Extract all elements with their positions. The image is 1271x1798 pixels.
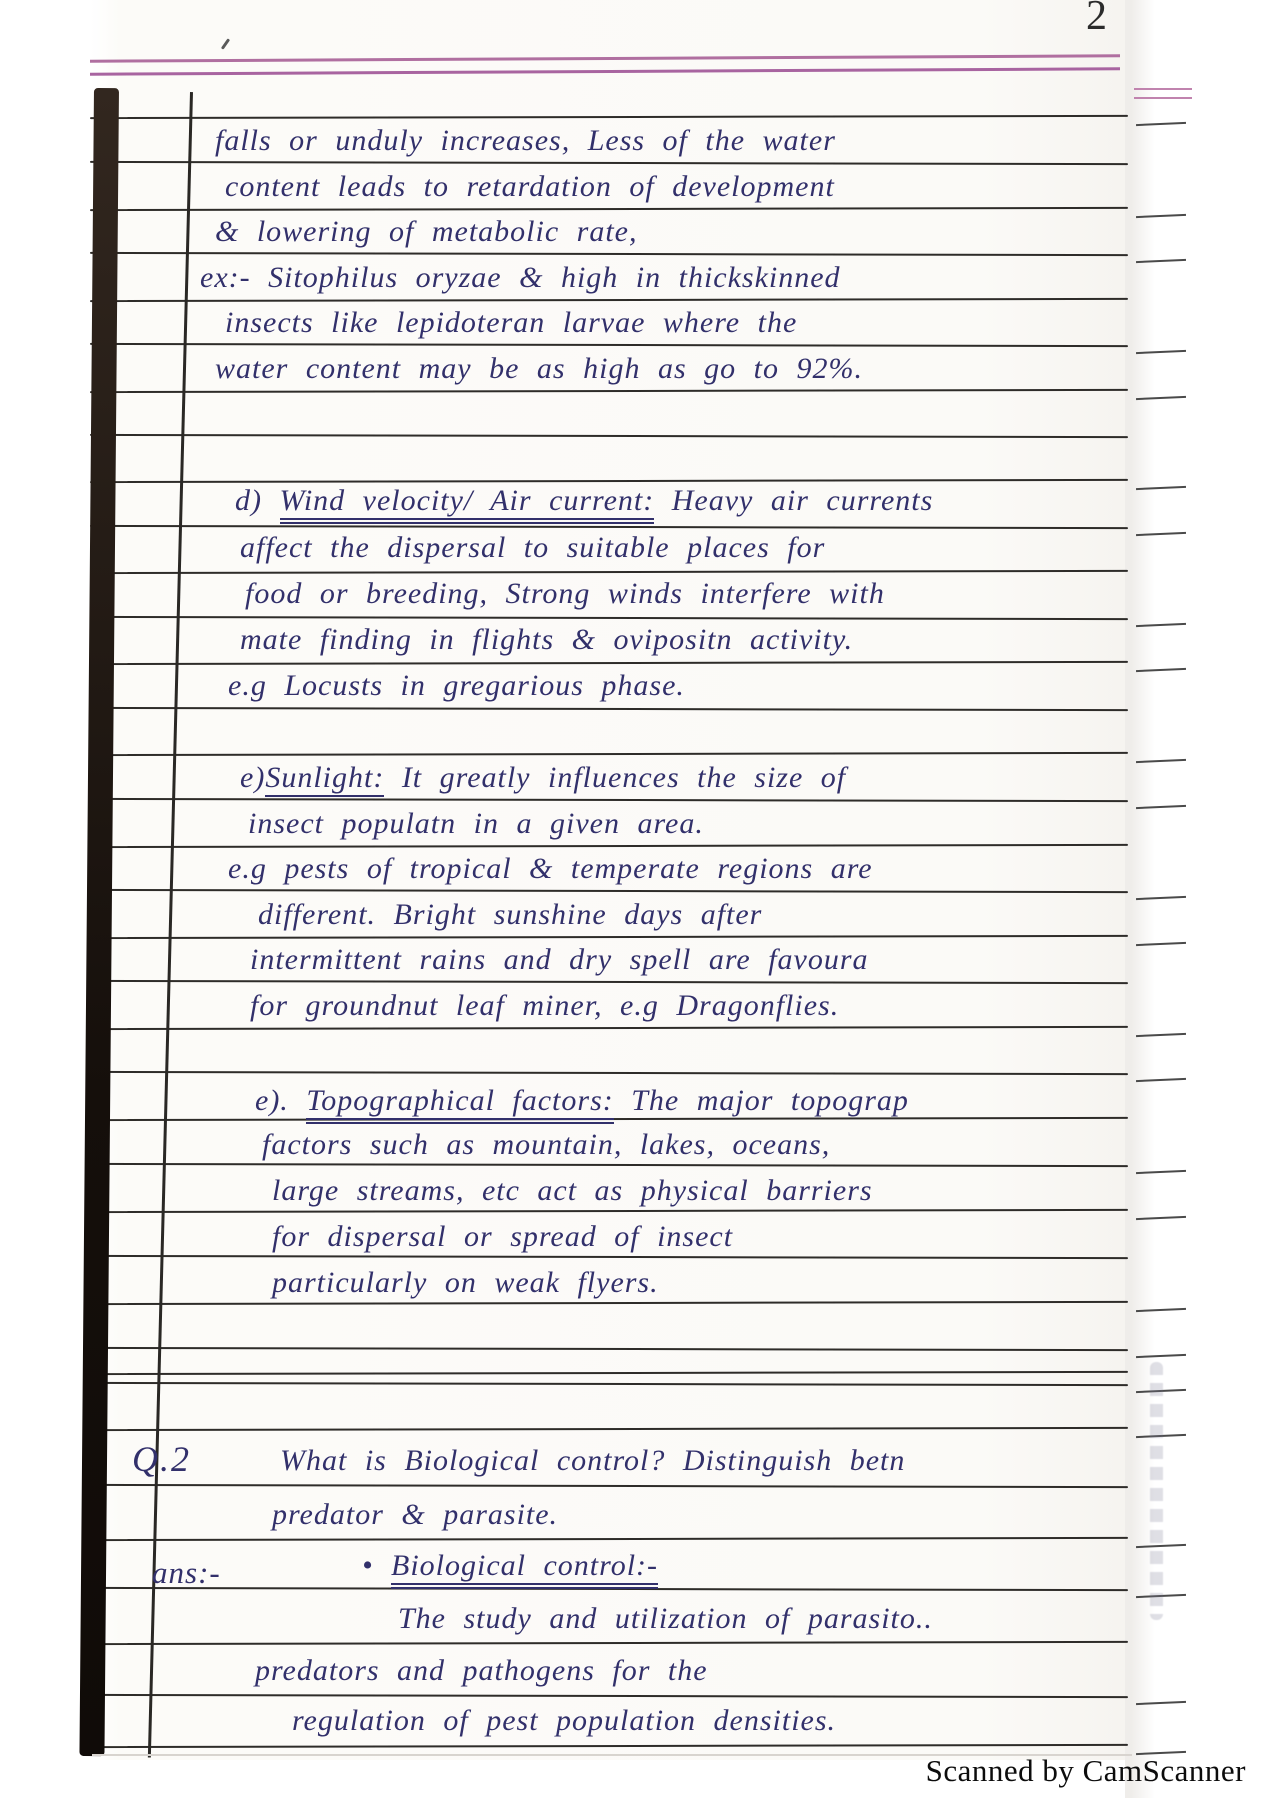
question-line — [280, 1440, 905, 1482]
handwritten-line — [240, 619, 853, 661]
handwritten-line — [258, 894, 762, 936]
line-text: different. Bright sunshine days after — [258, 898, 763, 931]
handwritten-line — [245, 573, 885, 615]
section-intro: The major topograp — [631, 1084, 909, 1117]
section-bullet: e) — [240, 761, 266, 794]
line-text: particularly on weak flyers. — [272, 1266, 659, 1299]
answer-title: Biological control:- — [391, 1549, 658, 1589]
handwritten-line — [228, 665, 685, 707]
question-line — [272, 1494, 558, 1536]
section-heading-topography — [255, 1080, 909, 1122]
line-text: content leads to retardation of development — [225, 170, 835, 203]
handwritten-line — [272, 1262, 659, 1304]
handwritten-line — [262, 1124, 830, 1166]
line-text: predator & parasite. — [272, 1498, 559, 1531]
line-text: falls or unduly increases, Less of the water — [215, 124, 836, 157]
label-text: Q.2 — [132, 1439, 191, 1479]
handwritten-line — [250, 939, 869, 981]
line-text: for dispersal or spread of insect — [272, 1220, 734, 1253]
handwritten-line — [200, 257, 841, 299]
handwritten-line — [272, 1216, 733, 1258]
line-text: e.g Locusts in gregarious phase. — [228, 669, 685, 702]
page-number: 2 — [1086, 0, 1107, 39]
handwritten-line — [272, 1170, 873, 1212]
line-text: large streams, etc act as physical barriers — [272, 1174, 873, 1207]
section-heading-wind — [235, 480, 933, 522]
page-edge-marking — [1150, 1362, 1163, 1620]
handwritten-line — [215, 120, 836, 162]
header-rule-stub-1 — [1134, 88, 1192, 90]
header-rule-stub-2 — [1134, 97, 1192, 99]
line-text: The study and utilization of parasito.. — [398, 1602, 933, 1635]
line-text: affect the dispersal to suitable places for — [240, 531, 826, 564]
line-text: water content may be as high as go to 92%. — [215, 352, 863, 385]
line-text: insect populatn in a given area. — [248, 807, 704, 840]
line-text: for groundnut leaf miner, e.g Dragonflies. — [250, 989, 840, 1022]
line-text: factors such as mountain, lakes, oceans, — [262, 1128, 831, 1161]
handwritten-line — [215, 348, 863, 390]
line-text: insects like lepidoteran larvae where the — [225, 306, 798, 339]
line-text: predators and pathogens for the — [255, 1654, 708, 1687]
line-text: ex:- Sitophilus oryzae & high in thickskinned — [200, 261, 841, 294]
handwritten-line — [248, 803, 704, 845]
question-number-label — [132, 1438, 191, 1480]
handwritten-line — [240, 527, 825, 569]
handwritten-line — [228, 848, 873, 890]
section-title: Sunlight: — [265, 761, 384, 797]
section-bullet: d) — [235, 484, 262, 517]
label-text: ans:- — [152, 1555, 221, 1590]
camscanner-credit: Scanned by CamScanner — [925, 1753, 1246, 1788]
section-intro: Heavy air currents — [671, 484, 934, 517]
line-text: food or breeding, Strong winds interfere with — [245, 577, 885, 610]
line-text: mate finding in flights & ovipositn activity. — [240, 623, 854, 656]
answer-line — [292, 1700, 836, 1742]
handwritten-line — [225, 302, 797, 344]
answer-heading — [362, 1545, 658, 1587]
answer-line — [255, 1650, 708, 1692]
section-title: Topographical factors: — [306, 1084, 613, 1124]
handwritten-line — [250, 985, 839, 1027]
answer-line — [398, 1598, 933, 1640]
line-text: intermittent rains and dry spell are favoura — [250, 943, 869, 976]
section-intro: It greatly influences the size of — [401, 761, 847, 794]
handwritten-line — [225, 166, 835, 208]
line-text: What is Biological control? Distinguish betn — [280, 1444, 906, 1477]
section-bullet: e). — [255, 1084, 289, 1117]
line-text: e.g pests of tropical & temperate regions are — [228, 852, 873, 885]
section-title: Wind velocity/ Air current: — [280, 484, 655, 524]
line-text: regulation of pest population densities. — [292, 1704, 837, 1737]
answer-label — [152, 1552, 221, 1594]
line-text: & lowering of metabolic rate, — [215, 215, 638, 248]
handwritten-line — [215, 211, 637, 253]
section-heading-sunlight — [240, 757, 846, 799]
answer-bullet: • — [362, 1549, 374, 1582]
